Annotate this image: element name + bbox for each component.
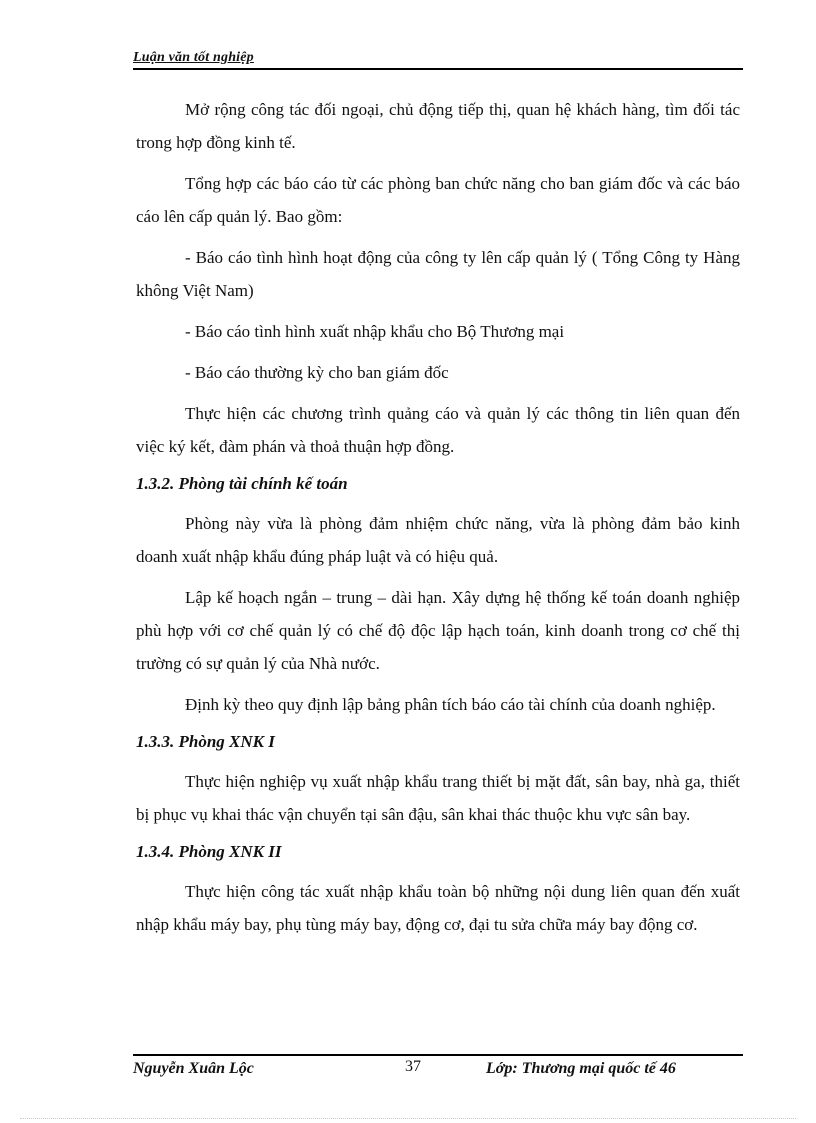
paragraph: Thực hiện các chương trình quảng cáo và quản lý các thông tin liên quan đến việc ký kết, đàm phán và thoả thuận hợp đồng. [136, 404, 740, 456]
paragraph: Thực hiện công tác xuất nhập khẩu toàn bộ những nội dung liên quan đến xuất nhập khẩu máy bay, phụ tùng máy bay, động cơ, đại tu sửa chữa máy bay động cơ. [136, 882, 740, 934]
list-item: - Báo cáo tình hình hoạt động của công ty lên cấp quản lý ( Tổng Công ty Hàng không Việt Nam) [136, 248, 740, 300]
page-body [136, 93, 740, 949]
list-item: - Báo cáo tình hình xuất nhập khẩu cho Bộ Thương mại [185, 322, 565, 341]
section-heading: 1.3.4. Phòng XNK II [136, 842, 282, 861]
paragraph: Mở rộng công tác đối ngoại, chủ động tiếp thị, quan hệ khách hàng, tìm đối tác trong hợp đồng kinh tế. [136, 100, 740, 152]
section-heading: 1.3.3. Phòng XNK I [136, 732, 275, 751]
footer-class: Lớp: Thương mại quốc tế 46 [486, 1060, 676, 1077]
list-item: - Báo cáo thường kỳ cho ban giám đốc [185, 363, 449, 382]
paragraph: Phòng này vừa là phòng đảm nhiệm chức năng, vừa là phòng đảm bảo kinh doanh xuất nhập khẩu đúng pháp luật và có hiệu quả. [136, 514, 740, 566]
page-number: 37 [405, 1058, 421, 1075]
section-heading: 1.3.2. Phòng tài chính kế toán [136, 474, 348, 493]
page-header [133, 48, 743, 70]
header-title: Luận văn tốt nghiệp [133, 50, 254, 65]
footer-author: Nguyễn Xuân Lộc [133, 1060, 254, 1077]
paragraph: Lập kế hoạch ngắn – trung – dài hạn. Xây dựng hệ thống kế toán doanh nghiệp phù hợp với cơ chế quản lý có chế độ độc lập hạch toán, kinh doanh trong cơ chế thị trường có sự quản lý của Nhà nước. [136, 588, 740, 673]
page-footer [133, 1058, 743, 1082]
paragraph: Tổng hợp các báo cáo từ các phòng ban chức năng cho ban giám đốc và các báo cáo lên cấp quản lý. Bao gồm: [136, 174, 740, 226]
paragraph: Thực hiện nghiệp vụ xuất nhập khẩu trang thiết bị mặt đất, sân bay, nhà ga, thiết bị phục vụ khai thác vận chuyển tại sân đậu, sân khai thác thuộc khu vực sân bay. [136, 772, 740, 824]
paragraph: Định kỳ theo quy định lập bảng phân tích báo cáo tài chính của doanh nghiệp. [185, 695, 716, 714]
bottom-dotted-rule [20, 1118, 796, 1119]
footer-divider [133, 1054, 743, 1056]
